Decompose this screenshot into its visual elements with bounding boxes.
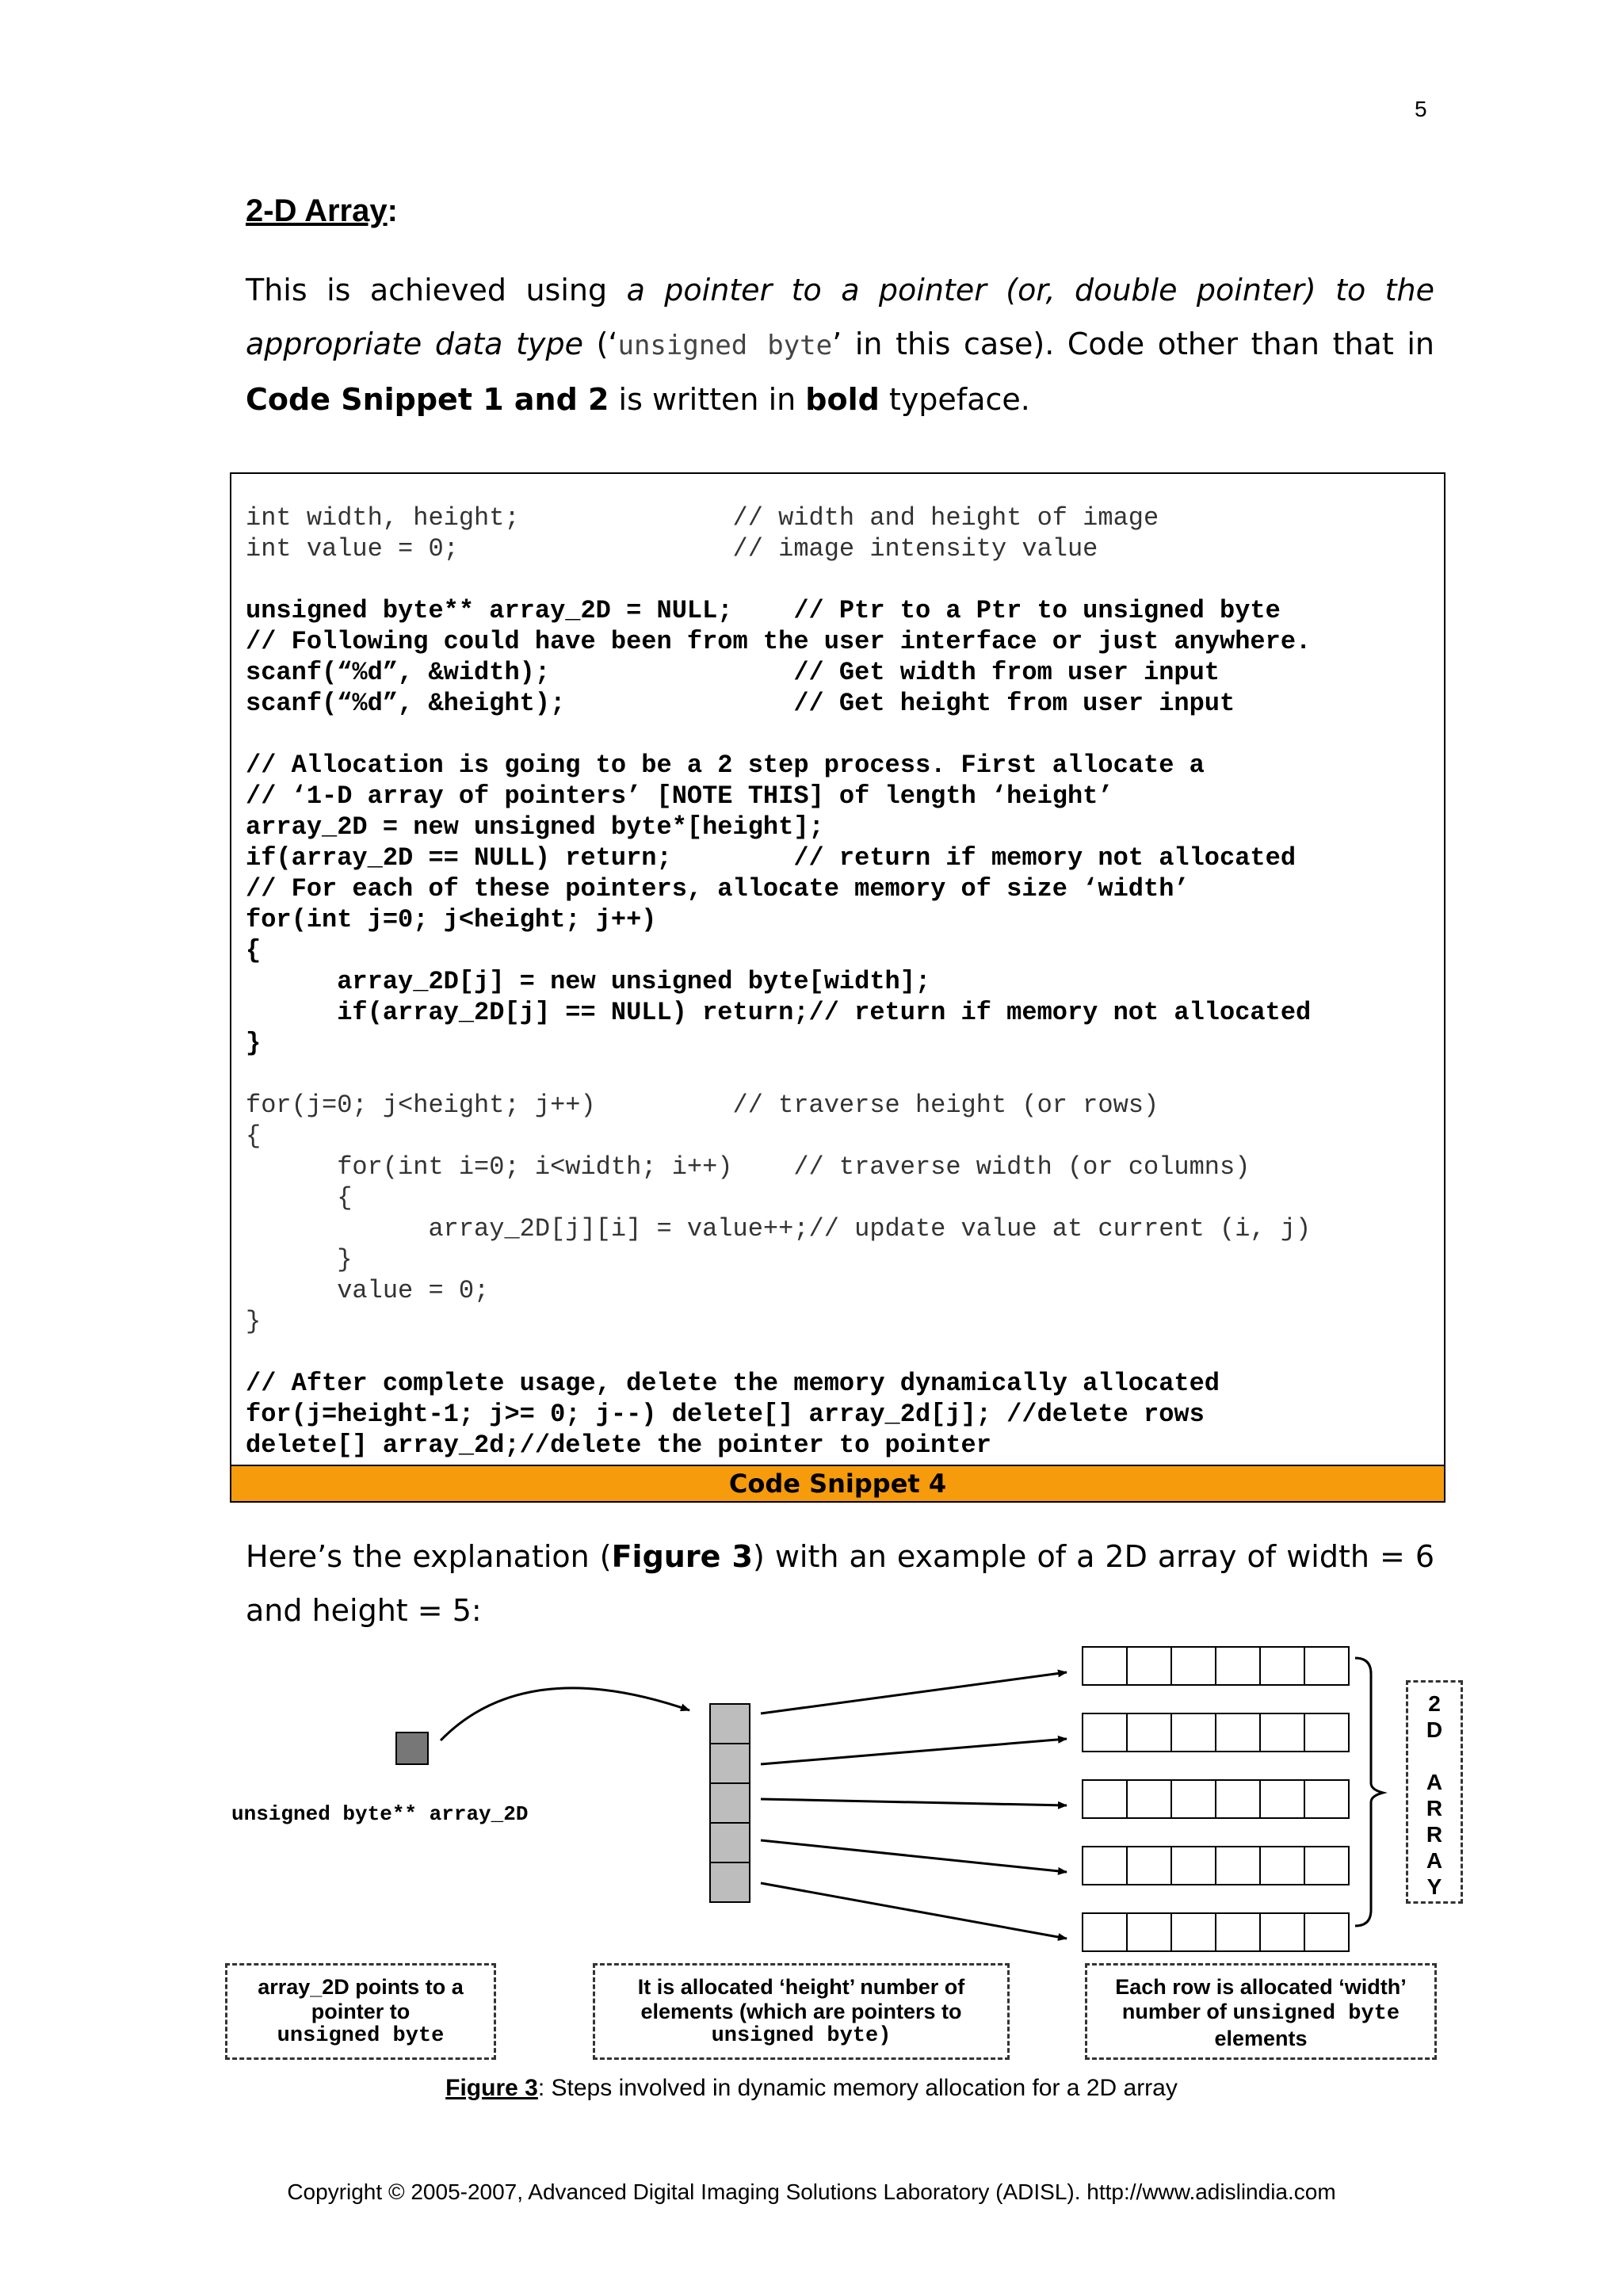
code-line: array_2D = new unsigned byte*[height]; bbox=[246, 812, 824, 842]
code-line: value = 0; bbox=[246, 1276, 490, 1305]
figure-caption-label: Figure 3 bbox=[445, 2075, 538, 2101]
box3-text-2: elements bbox=[1214, 2027, 1308, 2050]
code-line: if(array_2D == NULL) return; // return if memory not allocated bbox=[246, 843, 1296, 873]
byte-cell bbox=[1171, 1647, 1216, 1685]
box3-mono: unsigned byte bbox=[1232, 2002, 1400, 2026]
explanation-box-2 bbox=[593, 1963, 1010, 2060]
byte-cell bbox=[1127, 1847, 1171, 1885]
byte-cell bbox=[1304, 1713, 1349, 1752]
byte-cell bbox=[1304, 1780, 1349, 1818]
byte-cell bbox=[1260, 1713, 1304, 1752]
code-line: } bbox=[246, 1245, 353, 1274]
heading-text: 2-D Array bbox=[246, 193, 388, 228]
vertical-label-letter: R bbox=[1426, 1822, 1443, 1847]
byte-cell bbox=[1260, 1847, 1304, 1885]
byte-cell bbox=[1171, 1913, 1216, 1951]
code-line: unsigned byte** array_2D = NULL; // Ptr to a Ptr to unsigned byte bbox=[246, 596, 1281, 625]
byte-cell bbox=[1171, 1847, 1216, 1885]
code-line: array_2D[j][i] = value++;// update value at current (i, j) bbox=[246, 1214, 1312, 1244]
byte-cell bbox=[1304, 1647, 1349, 1685]
pointer-cell bbox=[710, 1862, 750, 1902]
vertical-label-letter: A bbox=[1426, 1770, 1443, 1794]
explanation-text-1: Here’s the explanation ( bbox=[246, 1539, 612, 1574]
intro-bold-2: bold bbox=[805, 382, 880, 417]
byte-cell bbox=[1083, 1647, 1127, 1685]
intro-text-5: typeface. bbox=[879, 382, 1030, 417]
pointer-array-column bbox=[710, 1704, 750, 1902]
code-line: array_2D[j] = new unsigned byte[width]; bbox=[246, 967, 931, 996]
byte-cell bbox=[1304, 1913, 1349, 1951]
double-pointer-label: unsigned byte** array_2D bbox=[231, 1802, 529, 1826]
byte-cell bbox=[1083, 1780, 1127, 1818]
byte-cell bbox=[1216, 1847, 1260, 1885]
vertical-label-letter: D bbox=[1426, 1717, 1443, 1742]
figure-caption-text: : Steps involved in dynamic memory allocation for a 2D array bbox=[537, 2075, 1178, 2101]
pointer-cell bbox=[710, 1783, 750, 1823]
code-line: } bbox=[246, 1029, 262, 1058]
row-arrow bbox=[761, 1840, 1067, 1872]
figure-caption bbox=[0, 2075, 1623, 2102]
code-line: for(int i=0; i<width; i++) // traverse width (or columns) bbox=[246, 1152, 1251, 1182]
row-arrows bbox=[761, 1672, 1067, 1939]
code-line: for(j=height-1; j>= 0; j--) delete[] array_2d[j]; //delete rows bbox=[246, 1400, 1205, 1429]
byte-cell bbox=[1260, 1780, 1304, 1818]
byte-cell bbox=[1127, 1713, 1171, 1752]
pointer-cell bbox=[710, 1744, 750, 1783]
byte-cell bbox=[1304, 1847, 1349, 1885]
byte-rows bbox=[1083, 1647, 1349, 1951]
byte-cell bbox=[1216, 1713, 1260, 1752]
intro-text-3: ’ in this case). Code other than that in bbox=[832, 327, 1434, 361]
code-line: for(int j=0; j<height; j++) bbox=[246, 905, 657, 934]
heading-colon: : bbox=[387, 193, 398, 228]
code-line: int width, height; // width and height of image bbox=[246, 503, 1159, 533]
byte-cell bbox=[1260, 1913, 1304, 1951]
row-arrow bbox=[761, 1739, 1067, 1764]
byte-cell bbox=[1216, 1913, 1260, 1951]
explanation-box-3 bbox=[1085, 1963, 1437, 2060]
byte-cell bbox=[1171, 1780, 1216, 1818]
code-line: { bbox=[246, 1183, 353, 1213]
code-line: // After complete usage, delete the memory dynamically allocated bbox=[246, 1369, 1220, 1398]
explanation-bold: Figure 3 bbox=[611, 1539, 753, 1574]
byte-cell bbox=[1127, 1647, 1171, 1685]
code-line: // Allocation is going to be a 2 step process. First allocate a bbox=[246, 751, 1205, 780]
byte-cell bbox=[1083, 1713, 1127, 1752]
byte-cell bbox=[1260, 1647, 1304, 1685]
code-line: // For each of these pointers, allocate memory of size ‘width’ bbox=[246, 874, 1190, 904]
code-line: // ‘1-D array of pointers’ [NOTE THIS] of length ‘height’ bbox=[246, 781, 1113, 811]
intro-text-1: This is achieved using bbox=[246, 273, 627, 308]
page-footer: Copyright © 2005-2007, Advanced Digital Imaging Solutions Laboratory (ADISL). http://www.adislindia.com bbox=[287, 2179, 1336, 2204]
pointer-cell bbox=[710, 1704, 750, 1744]
intro-italic: a pointer to a pointer (or, double pointer) to the appropriate data type bbox=[246, 273, 1435, 361]
page-number: 5 bbox=[1415, 97, 1427, 121]
code-line: delete[] array_2d;//delete the pointer to pointer bbox=[246, 1431, 991, 1460]
pointer-curve-arrow bbox=[441, 1688, 689, 1740]
byte-cell bbox=[1083, 1847, 1127, 1885]
byte-cell bbox=[1216, 1780, 1260, 1818]
code-snippet-caption: Code Snippet 4 bbox=[231, 1465, 1444, 1501]
byte-cell bbox=[1171, 1713, 1216, 1752]
vertical-label-letter: Y bbox=[1426, 1874, 1442, 1899]
intro-text-4: is written in bbox=[609, 382, 806, 417]
row-arrow bbox=[761, 1672, 1067, 1713]
code-line: { bbox=[246, 1121, 262, 1151]
double-pointer-cell bbox=[396, 1733, 428, 1764]
pointer-cell bbox=[710, 1823, 750, 1862]
vertical-label-letter: 2 bbox=[1428, 1691, 1441, 1716]
byte-cell bbox=[1216, 1647, 1260, 1685]
row-arrow bbox=[761, 1883, 1067, 1939]
code-line: if(array_2D[j] == NULL) return;// return if memory not allocated bbox=[246, 998, 1312, 1027]
vertical-label-letter bbox=[1408, 1743, 1461, 1769]
array-brace bbox=[1355, 1658, 1383, 1926]
intro-mono: unsigned byte bbox=[617, 330, 833, 361]
code-line: for(j=0; j<height; j++) // traverse height (or rows) bbox=[246, 1091, 1159, 1120]
box1-text: array_2D points to a pointer to bbox=[258, 1975, 464, 2023]
box3-line bbox=[1087, 1975, 1434, 2027]
vertical-label-letter: R bbox=[1426, 1796, 1443, 1820]
code-line: { bbox=[246, 936, 262, 965]
code-line: scanf(“%d”, &width); // Get width from user input bbox=[246, 658, 1220, 687]
code-line: // Following could have been from the user interface or just anywhere. bbox=[246, 627, 1312, 656]
box2-text: It is allocated ‘height’ number of elements (which are pointers to bbox=[637, 1975, 965, 2023]
row-arrow bbox=[761, 1799, 1067, 1805]
box2-mono: unsigned byte) bbox=[711, 2024, 892, 2048]
box3-text-1: Each row is allocated ‘width’ number of bbox=[1115, 1975, 1407, 2023]
vertical-label-letter: A bbox=[1426, 1848, 1443, 1873]
intro-bold-1: Code Snippet 1 and 2 bbox=[246, 382, 609, 417]
byte-cell bbox=[1083, 1913, 1127, 1951]
code-line: int value = 0; // image intensity value bbox=[246, 534, 1098, 563]
explanation-box-1 bbox=[225, 1963, 496, 2060]
code-line: scanf(“%d”, &height); // Get height from user input bbox=[246, 689, 1235, 718]
byte-cell bbox=[1127, 1913, 1171, 1951]
box1-mono: unsigned byte bbox=[277, 2024, 445, 2048]
code-line: } bbox=[246, 1307, 262, 1336]
explanation-text-2: ) with an example of a 2D array of width = 6 and height = 5: bbox=[246, 1539, 1435, 1628]
2d-array-vertical-label bbox=[1406, 1680, 1463, 1904]
intro-text-2: (‘ bbox=[582, 327, 618, 361]
byte-cell bbox=[1127, 1780, 1171, 1818]
